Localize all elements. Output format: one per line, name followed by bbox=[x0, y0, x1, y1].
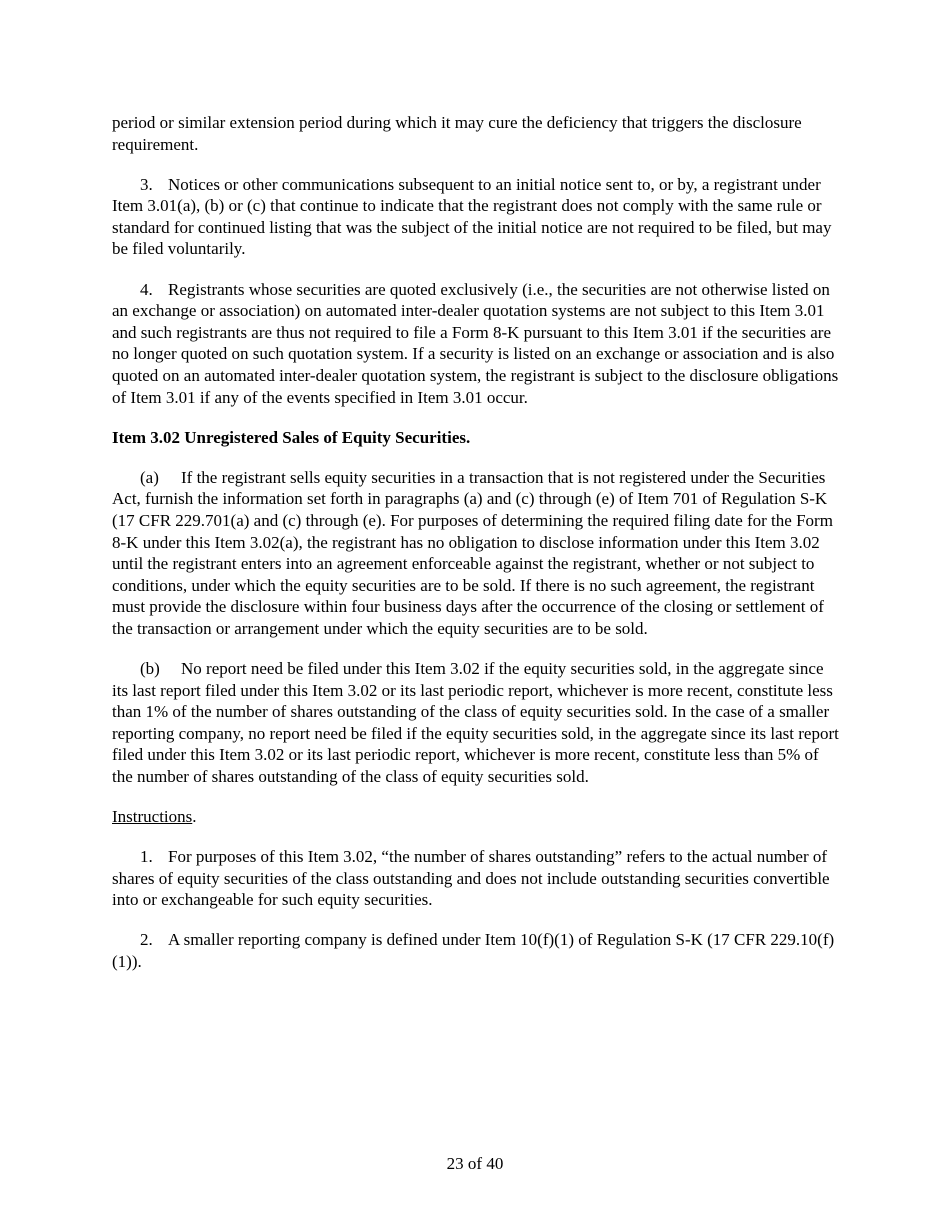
paragraph-a-label: (a) bbox=[140, 467, 159, 487]
instruction-3-number: 3. bbox=[140, 174, 153, 194]
instructions-item-2-number: 2. bbox=[140, 930, 153, 950]
instructions-heading bbox=[112, 806, 842, 828]
item-302-heading: Item 3.02 Unregistered Sales of Equity Securities. bbox=[112, 427, 471, 447]
instructions-period: . bbox=[192, 807, 197, 827]
instruction-4-text: Registrants whose securities are quoted exclusively (i.e., the securities are not otherwise listed on an exchange or association) on automated inter-dealer quotation systems are not subject to this Item 3.01 and such registrants are thus not required to file a Form 8-K pursuant to this Item 3.01 if the securities are no longer quoted on such quotation system. If a security is listed on an exchange or association and is also quoted on an automated inter-dealer quotation system, the registrant is subject to the disclosure obligations of Item 3.01 if any of the events specified in Item 3.01 occur. bbox=[112, 279, 839, 407]
instructions-item-2-text: A smaller reporting company is defined under Item 10(f)(1) of Regulation S-K (17 CFR 229.10(f)(1)). bbox=[112, 930, 835, 971]
instructions-label: Instructions bbox=[112, 807, 193, 827]
paragraph-a-text: If the registrant sells equity securities in a transaction that is not registered under the Securities Act, furnish the information set forth in paragraphs (a) and (c) through (e) of Item 701 of Regulation S-K (17 CFR 229.701(a) and (c) through (e). For purposes of determining the required filing date for the Form 8-K under this Item 3.02(a), the registrant has no obligation to disclose information under this Item 3.02 until the registrant enters into an agreement enforceable against the registrant, whether or not subject to conditions, under which the equity securities are to be sold. If there is no such agreement, the registrant must provide the disclosure within four business days after the occurrence of the closing or settlement of the transaction or arrangement under which the equity securities are to be sold. bbox=[112, 467, 833, 638]
page-number: 23 of 40 bbox=[446, 1154, 504, 1173]
instructions-item-2 bbox=[112, 929, 842, 972]
intro-paragraph: period or similar extension period during which it may cure the deficiency that triggers the disclosure requirement. bbox=[112, 113, 802, 154]
instructions-item-1 bbox=[112, 846, 842, 911]
instructions-item-1-text: For purposes of this Item 3.02, “the number of shares outstanding” refers to the actual number of shares of equity securities of the class outstanding and does not include outstanding securities convertible into or exchangeable for such equity securities. bbox=[112, 847, 830, 910]
instruction-4-number: 4. bbox=[140, 279, 153, 299]
instruction-3-text: Notices or other communications subsequent to an initial notice sent to, or by, a registrant under Item 3.01(a), (b) or (c) that continue to indicate that the registrant does not comply with the same rule or standard for continued listing that was the subject of the initial notice are not required to be filed, but may be filed voluntarily. bbox=[112, 174, 832, 259]
paragraph-a bbox=[112, 467, 842, 640]
instruction-3-paragraph bbox=[112, 174, 842, 260]
document-body bbox=[112, 112, 842, 991]
paragraph-b-text: No report need be filed under this Item 3.02 if the equity securities sold, in the aggregate since its last report filed under this Item 3.02 or its last periodic report, whichever is more recent, constitute less than 1% of the number of shares outstanding of the class of equity securities sold. In the case of a smaller reporting company, no report need be filed if the equity securities sold, in the aggregate since its last report filed under this Item 3.02 or its last periodic report, whichever is more recent, constitute less than 5% of the number of shares outstanding of the class of equity securities sold. bbox=[112, 658, 839, 786]
paragraph-b bbox=[112, 658, 842, 788]
instructions-item-1-number: 1. bbox=[140, 847, 153, 867]
instruction-4-paragraph bbox=[112, 279, 842, 409]
paragraph-b-label: (b) bbox=[140, 658, 160, 678]
